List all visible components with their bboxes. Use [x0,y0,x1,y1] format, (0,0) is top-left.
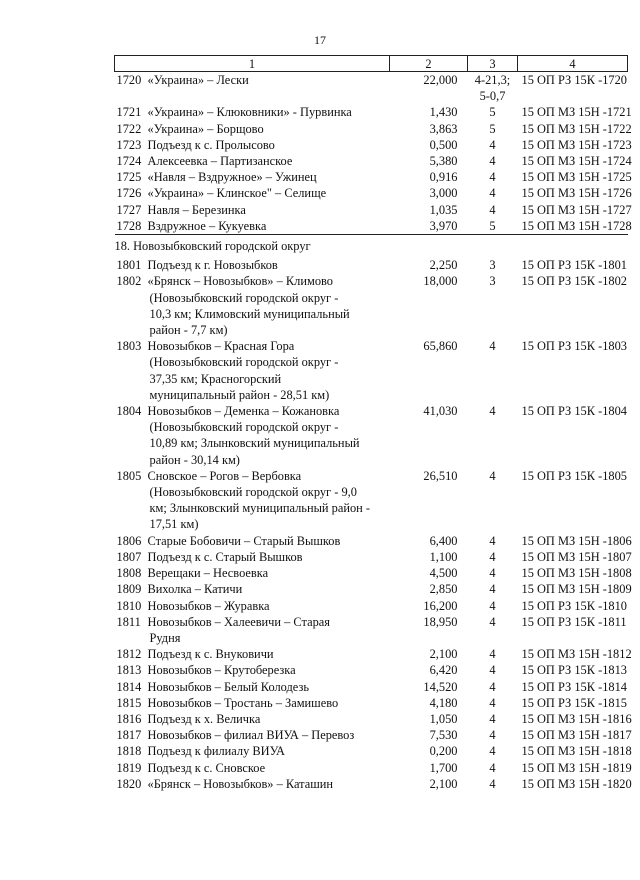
road-name: Вихолка – Катичи [147,582,243,597]
road-name: Подъезд к с. Пролысово [147,137,275,152]
road-code: 1801 [116,258,142,273]
road-length-cell: 5,380 [429,154,458,169]
road-category-cell [468,727,518,743]
road-name-line [117,202,390,218]
road-length-cell: 65,860 [423,339,458,354]
road-length-cell: 18,000 [423,274,458,289]
road-name-line [117,533,390,549]
road-name: «Брянск – Новозыбков» – Каташин [147,776,334,791]
road-name-line [117,72,390,88]
header-col-3: 3 [468,56,518,72]
page-number: 17 [314,33,326,47]
road-code: 1807 [116,549,142,564]
road-length-cell: 0,200 [429,744,458,759]
road-name-line [117,662,390,678]
road-name-continuation: 17,51 км) [149,517,199,532]
road-category-cell [468,565,518,581]
table-row [115,711,628,727]
road-name-line [117,121,390,137]
road-name: Новозыбков – Красная Гора [147,339,295,354]
road-code: 1722 [116,121,142,136]
road-length-cell: 4,180 [429,695,458,710]
road-id-cell: 15 ОП РЗ 15К -1805 [521,468,627,483]
road-category-cell [468,169,518,185]
road-name-cell [115,185,390,201]
road-length-cell: 14,520 [423,679,458,694]
road-name: Вздружное – Кукуевка [147,218,267,233]
road-name: «Украина» – Борщово [147,121,264,136]
road-category: 4 [489,339,496,354]
road-category: 4 [489,598,496,613]
road-category: 4-21,3; [474,73,511,87]
section-body [115,235,628,258]
road-category: 4 [489,137,496,152]
road-category: 4 [489,728,496,743]
road-name-line [117,468,390,484]
road-category: 4 [489,468,496,483]
table-row [115,468,628,533]
table-row [115,598,628,614]
header-col-2: 2 [390,56,468,72]
section-title: 18. Новозыбковский городской округ [114,239,311,254]
road-id-cell: 15 ОП МЗ 15Н -1727 [521,202,632,217]
road-name: Подъезд к с. Сновское [147,760,266,775]
road-category-cell [468,581,518,597]
road-name-cell [115,104,390,120]
road-category: 4 [489,170,496,185]
road-name-cell [115,121,390,137]
table-row [115,662,628,678]
table-row [115,153,628,169]
road-name-cell [115,153,390,169]
road-category: 4 [489,647,496,662]
road-name: Новозыбков – Халеевичи – Старая [147,614,330,629]
road-name-continuation: (Новозыбковский городской округ - [149,420,339,435]
road-category: 4 [489,582,496,597]
road-name-line [117,257,390,273]
road-name: «Украина» – Лески [147,73,249,87]
road-id-cell: 15 ОП РЗ 15К -1813 [521,663,627,678]
road-category-cell [468,533,518,549]
road-category-cell [468,743,518,759]
road-name-line [117,549,390,565]
table-row [115,104,628,120]
road-id-cell: 15 ОП МЗ 15Н -1722 [521,121,632,136]
road-category: 4 [489,202,496,217]
road-id-cell: 15 ОП МЗ 15Н -1819 [521,760,632,775]
road-name: Новозыбков – Крутоберезка [147,663,296,678]
road-length-cell: 1,050 [429,711,458,726]
road-name-continuation: км; Злынковский муниципальный район - [149,501,371,516]
road-name: Сновское – Рогов – Вербовка [147,468,302,483]
road-name-line [117,776,390,792]
table-row [115,760,628,776]
road-code: 1802 [116,274,142,289]
road-code: 1726 [116,186,142,201]
road-id-cell: 15 ОП МЗ 15Н -1808 [521,566,632,581]
road-category-cell [468,338,518,403]
road-name-cell [115,662,390,678]
table-row [115,776,628,792]
table-row [115,695,628,711]
road-category: 4 [489,711,496,726]
table-row [115,565,628,581]
road-category: 5-0,7 [479,89,506,104]
road-code: 1721 [116,105,142,120]
road-category: 4 [489,533,496,548]
header-col-4: 4 [518,56,628,72]
road-name-cell [115,468,390,533]
road-category-cell [468,257,518,273]
road-name: «Украина» – Клинское" – Селище [147,186,327,201]
road-length-cell: 7,530 [429,728,458,743]
header-col-1: 1 [115,56,390,72]
road-name-cell [115,137,390,153]
road-id-cell: 15 ОП МЗ 15Н -1818 [521,744,632,759]
road-category-cell [468,776,518,792]
road-id-cell: 15 ОП МЗ 15Н -1728 [518,218,628,235]
road-category-cell [468,598,518,614]
road-name: Новозыбков – филиал ВИУА – Перевоз [147,728,355,743]
road-name-line [117,743,390,759]
road-name-cell [115,581,390,597]
road-category-cell [468,614,518,646]
road-length-cell: 2,100 [429,647,458,662]
road-name-cell [115,257,390,273]
road-name-cell [115,403,390,468]
road-id-cell: 15 ОП МЗ 15Н -1723 [521,137,632,152]
table-row [115,614,628,646]
road-id-cell: 15 ОП МЗ 15Н -1807 [521,549,632,564]
road-name-cell [115,533,390,549]
road-category-cell [468,121,518,137]
road-category-cell [468,646,518,662]
road-length-cell: 2,100 [429,776,458,791]
road-id-cell: 15 ОП МЗ 15Н -1812 [521,647,632,662]
road-length-cell: 6,400 [429,533,458,548]
road-code: 1814 [116,679,142,694]
road-category-cell [468,185,518,201]
road-code: 1806 [116,533,142,548]
table-row [115,727,628,743]
road-name-line [117,646,390,662]
road-name-line [117,338,390,354]
road-name-cell [115,679,390,695]
road-id-cell: 15 ОП МЗ 15Н -1724 [521,154,632,169]
table-header [115,56,628,72]
road-name-cell [115,565,390,581]
road-name: Подъезд к г. Новозыбков [147,258,278,273]
road-category: 3 [489,274,496,289]
road-category: 4 [489,679,496,694]
road-id-cell: 15 ОП МЗ 15Н -1820 [521,776,632,791]
road-name: Новозыбков – Тростань – Замишево [147,695,339,710]
road-name-cell [115,646,390,662]
road-length-cell: 41,030 [423,404,458,419]
road-length-cell: 1,700 [429,760,458,775]
road-category-cell [468,549,518,565]
road-name: Новозыбков – Деменка – Кожановка [147,404,340,419]
road-code: 1803 [116,339,142,354]
road-id-cell: 15 ОП МЗ 15Н -1816 [521,711,632,726]
road-category-cell [468,711,518,727]
road-id-cell: 15 ОП МЗ 15Н -1725 [521,170,632,185]
road-category-cell [468,695,518,711]
road-name-cell [115,760,390,776]
road-category: 4 [489,776,496,791]
road-category: 4 [489,695,496,710]
table-row [115,646,628,662]
road-code: 1813 [116,663,142,678]
road-length-cell: 0,916 [429,170,458,185]
road-id-cell: 15 ОП РЗ 15К -1801 [521,258,627,273]
road-category: 4 [489,186,496,201]
road-name-cell [115,598,390,614]
road-name-cell [115,273,390,338]
road-id-cell: 15 ОП РЗ 15К -1811 [521,614,627,629]
road-name-cell [115,169,390,185]
road-id-cell: 15 ОП МЗ 15Н -1809 [521,582,632,597]
table-row [115,137,628,153]
road-code: 1720 [116,73,142,87]
road-code: 1809 [116,582,142,597]
road-code: 1808 [116,566,142,581]
road-name: Навля – Березинка [147,202,246,217]
road-length-cell: 4,500 [429,566,458,581]
road-name: Старые Бобовичи – Старый Вышков [147,533,341,548]
road-name-cell [115,695,390,711]
road-length-cell: 3,863 [429,121,458,136]
road-name-line [117,137,390,153]
road-name-line [117,218,390,234]
road-category-cell [468,218,518,235]
road-id-cell: 15 ОП МЗ 15Н -1726 [521,186,632,201]
road-category: 4 [489,760,496,775]
road-id-cell: 15 ОП МЗ 15Н -1806 [521,533,632,548]
road-length-cell: 2,250 [429,258,458,273]
road-category-cell [468,72,518,105]
table-row [115,743,628,759]
table-row [115,338,628,403]
road-code: 1816 [116,711,142,726]
road-name-line [117,711,390,727]
road-name-continuation: (Новозыбковский городской округ - [149,290,339,305]
road-name-line [117,598,390,614]
road-name-cell [115,776,390,792]
road-name-continuation: (Новозыбковский городской округ - [149,355,339,370]
road-code: 1804 [116,404,142,419]
road-name-line [117,153,390,169]
road-name-line [117,760,390,776]
road-id-cell: 15 ОП РЗ 15К -1814 [521,679,627,694]
road-code: 1727 [116,202,142,217]
road-code: 1724 [116,154,142,169]
road-id-cell: 15 ОП МЗ 15Н -1817 [521,728,632,743]
road-name: «Украина» – Клюковники» - Пурвинка [147,105,352,120]
road-name-cell [115,727,390,743]
road-name-cell [115,72,390,105]
road-name-cell [115,338,390,403]
road-name-line [117,565,390,581]
road-length-cell: 0,500 [429,137,458,152]
road-name-cell [115,614,390,646]
road-length-cell: 1,100 [429,549,458,564]
road-code: 1810 [116,598,142,613]
table-row [115,72,628,105]
road-name-line [117,185,390,201]
road-name-line [117,169,390,185]
table-row [115,581,628,597]
road-id-cell: 15 ОП РЗ 15К -1803 [521,339,627,354]
road-length-cell: 3,000 [429,186,458,201]
road-length-cell: 2,850 [429,582,458,597]
road-name-line [117,581,390,597]
road-id-cell: 15 ОП РЗ 15К -1810 [521,598,627,613]
road-category: 5 [489,121,496,136]
road-code: 1811 [116,614,141,629]
road-name-cell [115,218,390,235]
road-length-cell: 18,950 [423,614,458,629]
group-1-body [115,72,632,235]
road-name-line [117,695,390,711]
road-name-line [117,273,390,289]
road-name-cell [115,743,390,759]
road-category: 5 [489,105,496,120]
road-category: 4 [489,744,496,759]
road-code: 1812 [116,647,142,662]
table-row [115,202,628,218]
road-id-cell: 15 ОП РЗ 15К -1815 [521,695,627,710]
road-name-line [117,104,390,120]
road-name: Новозыбков – Журавка [147,598,270,613]
road-name-continuation: район - 7,7 км) [149,323,228,338]
road-category-cell [468,104,518,120]
table-row [115,549,628,565]
road-category-cell [468,153,518,169]
road-name-continuation: 10,3 км; Климовский муниципальный [149,306,350,321]
road-name: «Навля – Вздружное» – Ужинец [147,170,317,185]
table-row [115,218,628,235]
road-category-cell [468,273,518,338]
road-name-continuation: 10,89 км; Злынковский муниципальный [149,436,360,451]
road-category-cell [468,137,518,153]
road-category-cell [468,662,518,678]
table-row [115,403,628,468]
group-2-body [115,257,632,792]
road-code: 1728 [116,218,142,233]
road-name-continuation: район - 30,14 км) [149,452,240,467]
road-category: 4 [489,154,496,169]
road-name-line [117,403,390,419]
road-name-cell [115,202,390,218]
road-category-cell [468,202,518,218]
road-category-cell [468,760,518,776]
road-code: 1805 [116,468,142,483]
road-category: 4 [489,566,496,581]
road-length-cell: 3,970 [390,218,468,235]
road-name-cell [115,711,390,727]
table-row [115,273,628,338]
road-category-cell [468,468,518,533]
road-code: 1723 [116,137,142,152]
road-id-cell: 15 ОП МЗ 15Н -1721 [521,105,632,120]
road-id-cell: 15 ОП РЗ 15К -1804 [521,404,627,419]
road-category-cell [468,403,518,468]
road-length-cell: 1,035 [429,202,458,217]
road-name-line [117,727,390,743]
road-name: Алексеевка – Партизанское [147,154,293,169]
road-code: 1818 [116,744,142,759]
road-name-continuation: Рудня [149,630,181,645]
table-row [115,257,628,273]
road-id-cell: 15 ОП РЗ 15К -1802 [521,274,627,289]
road-code: 1817 [116,728,142,743]
road-category: 3 [489,258,496,273]
road-length-cell: 16,200 [423,598,458,613]
section-row [115,235,628,258]
road-length-cell: 1,430 [429,105,458,120]
table-row [115,121,628,137]
table-row [115,533,628,549]
road-name-continuation: муниципальный район - 28,51 км) [149,387,330,402]
road-name: Новозыбков – Белый Колодезь [147,679,310,694]
road-category-cell [468,679,518,695]
road-name-line [117,614,390,630]
table-row [115,169,628,185]
road-name: «Брянск – Новозыбков» – Климово [147,274,333,289]
road-name-cell [115,549,390,565]
road-code: 1819 [116,760,142,775]
road-name: Подъезд к с. Внуковичи [147,647,274,662]
road-length-cell: 22,000 [423,73,458,87]
road-code: 1815 [116,695,142,710]
table-row [115,679,628,695]
road-code: 1820 [116,776,142,791]
road-category: 4 [489,663,496,678]
road-name-continuation: 37,35 км; Красногорский [149,371,282,386]
road-length-cell: 6,420 [429,663,458,678]
road-category: 5 [489,218,496,233]
table-row [115,185,628,201]
road-code: 1725 [116,170,142,185]
road-name: Подъезд к филиалу ВИУА [147,744,285,759]
roads-table [114,55,632,792]
road-id-cell: 15 ОП РЗ 15К -1720 [521,73,627,87]
road-name: Верещаки – Несвоевка [147,566,269,581]
road-length-cell: 26,510 [423,468,458,483]
road-category: 4 [489,549,496,564]
road-category: 4 [489,614,496,629]
road-name: Подъезд к с. Старый Вышков [147,549,303,564]
road-category: 4 [489,404,496,419]
road-name: Подъезд к х. Величка [147,711,261,726]
road-name-line [117,679,390,695]
road-name-continuation: (Новозыбковский городской округ - 9,0 [149,485,357,500]
